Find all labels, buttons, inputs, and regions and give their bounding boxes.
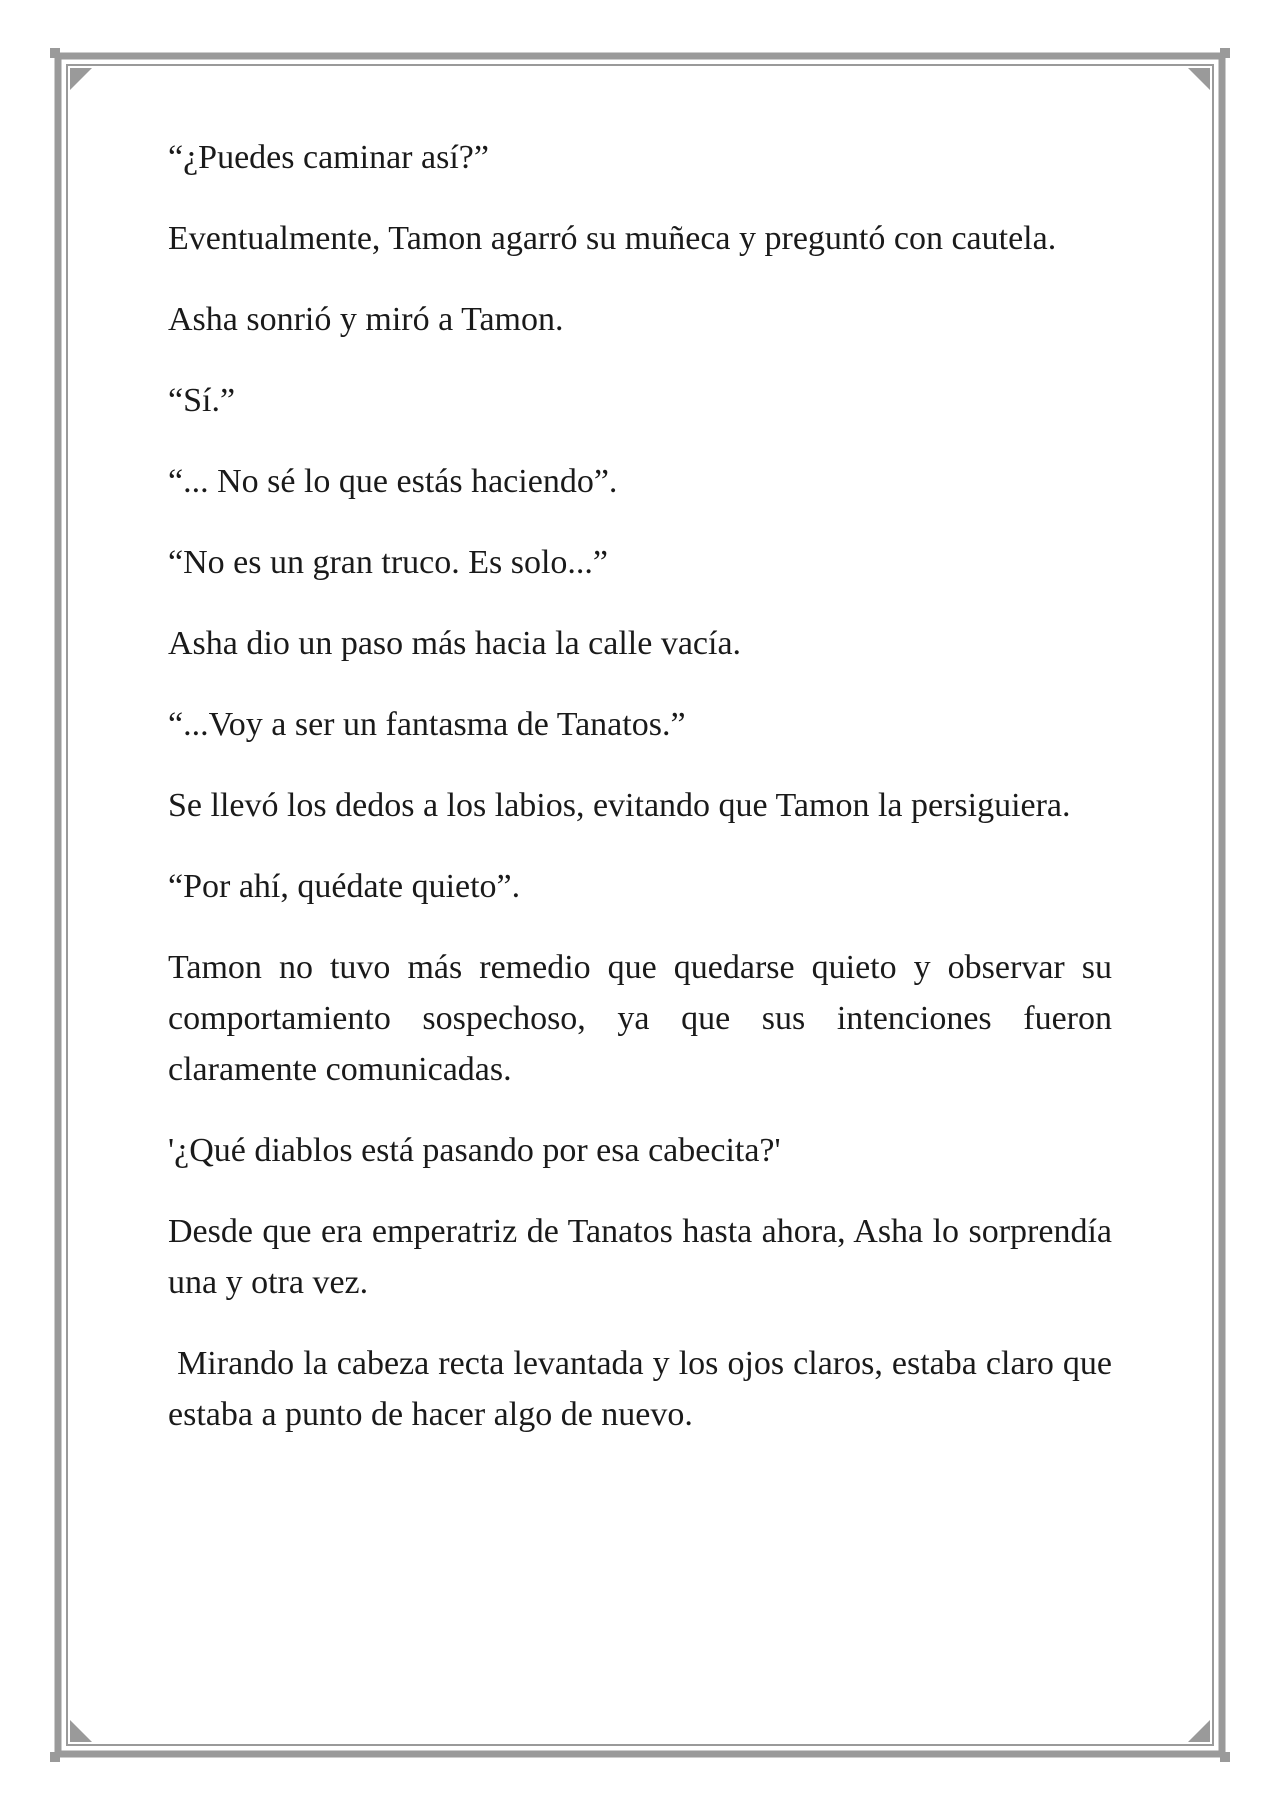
corner-ornament-top-left (70, 68, 92, 90)
paragraph: Asha sonrió y miró a Tamon. (168, 301, 564, 338)
paragraph: “¿Puedes caminar así?” (168, 139, 489, 176)
corner-ornament-bottom-left (70, 1720, 92, 1742)
paragraph: Desde que era emperatriz de Tanatos hasta ahora, Asha lo sorprendía una y otra vez. (168, 1213, 1112, 1301)
paragraph: Se llevó los dedos a los labios, evitando que Tamon la persiguiera. (168, 787, 1071, 824)
paragraph: Tamon no tuvo más remedio que quedarse quieto y observar su comportamiento sospechoso, ya que sus intenciones fueron claramente comunicadas. (168, 949, 1112, 1088)
paragraph: “...Voy a ser un fantasma de Tanatos.” (168, 706, 686, 743)
paragraph: '¿Qué diablos está pasando por esa cabecita?' (168, 1132, 781, 1169)
paragraph: “Sí.” (168, 382, 236, 419)
corner-ornament-top-right (1188, 68, 1210, 90)
paragraph: “... No sé lo que estás haciendo”. (168, 463, 618, 500)
paragraph: “Por ahí, quédate quieto”. (168, 868, 521, 905)
page-body-text (168, 132, 1121, 1470)
corner-ornament-bottom-right (1188, 1720, 1210, 1742)
paragraph: “No es un gran truco. Es solo...” (168, 544, 609, 581)
paragraph: Eventualmente, Tamon agarró su muñeca y preguntó con cautela. (168, 220, 1057, 257)
paragraph: Asha dio un paso más hacia la calle vacía. (168, 625, 742, 662)
paragraph: Mirando la cabeza recta levantada y los ojos claros, estaba claro que estaba a punto de hacer algo de nuevo. (168, 1345, 1121, 1433)
